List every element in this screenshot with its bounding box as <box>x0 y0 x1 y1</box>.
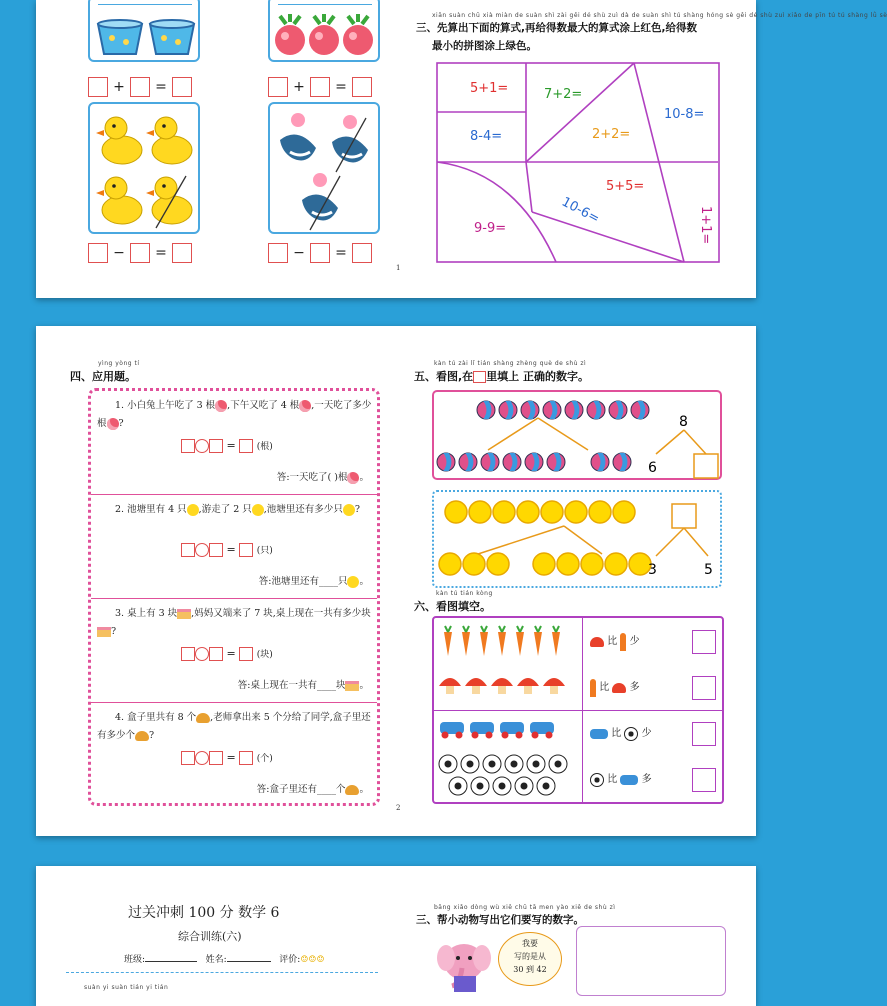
football-patch <box>467 761 474 768</box>
ducks-panel <box>88 102 200 234</box>
compare-word: 比 <box>599 682 610 693</box>
compare-word: 少 <box>641 728 652 739</box>
mushroom <box>491 678 513 686</box>
car-wheel <box>502 732 509 739</box>
answer-box[interactable] <box>239 543 253 557</box>
puzzle-expr: 5+1= <box>470 81 509 96</box>
bowls-panel <box>88 0 200 62</box>
car-icon <box>620 775 638 785</box>
lemons-panel <box>432 490 722 588</box>
equals-sign: = <box>335 244 347 261</box>
problem-text-part: ? <box>118 418 124 429</box>
mushroom-stem <box>524 686 532 694</box>
answer-box[interactable] <box>692 768 716 792</box>
problem-text-part: 3. 桌上有 3 块 <box>115 608 178 619</box>
problem-text-part: 子里还有多少个 <box>97 712 371 741</box>
puzzle-expr: 8-4= <box>470 129 503 144</box>
radish-icon <box>299 400 311 412</box>
number-label: 5 <box>704 562 713 578</box>
football-patch <box>455 783 462 790</box>
problem-text-part: 了多少根 <box>97 400 372 429</box>
lemon <box>613 501 635 523</box>
mushroom <box>517 678 539 686</box>
q5-pinyin: kàn tú zài lǐ tián shàng zhèng què de shù zì <box>434 360 587 367</box>
equals-sign: = <box>226 543 236 556</box>
mushroom <box>465 678 487 686</box>
problem-text-part: ,池塘里还有多少 <box>263 504 334 515</box>
page-number: 1 <box>396 264 401 272</box>
lemon <box>493 501 515 523</box>
football-patch <box>477 783 484 790</box>
mushroom-stem <box>472 686 480 694</box>
radish-panel <box>268 0 380 62</box>
answer-box[interactable] <box>239 647 253 661</box>
book-header: 过关冲刺 100 分 数学 6 <box>128 905 280 921</box>
q4-title: 四、应用题。 <box>70 370 136 383</box>
cake-icon <box>177 609 191 619</box>
bun-icon <box>135 731 149 741</box>
speech-text: 写的是从 <box>514 952 546 961</box>
compare-pictures <box>434 618 582 802</box>
answer-box[interactable] <box>352 243 372 263</box>
word-problem <box>91 495 377 599</box>
football-patch <box>499 783 506 790</box>
answer-box[interactable] <box>209 543 223 557</box>
word-problem <box>91 703 377 807</box>
word-problem <box>91 599 377 703</box>
mushroom-icon <box>612 683 626 693</box>
mushroom <box>543 678 565 686</box>
worksheet-page-1 <box>36 0 887 298</box>
problem-text-part: ? <box>354 504 360 515</box>
lemon <box>469 501 491 523</box>
problem-text-part: ,游走了 2 只 <box>198 504 252 515</box>
answer-box[interactable] <box>181 439 195 453</box>
lemon <box>445 501 467 523</box>
carrot-leaf <box>535 626 541 632</box>
unit-label: (块) <box>256 650 273 660</box>
equals-sign: = <box>226 751 236 764</box>
answer-box[interactable] <box>88 243 108 263</box>
worksheet-page-2 <box>36 326 756 836</box>
cake-icon <box>345 681 359 691</box>
equals-sign: = <box>335 78 347 95</box>
answer-box[interactable] <box>239 439 253 453</box>
car-wheel <box>456 732 463 739</box>
operator-circle[interactable] <box>195 647 209 661</box>
radish-icon <box>347 472 359 484</box>
answer-box[interactable] <box>672 504 696 528</box>
football-patch <box>521 783 528 790</box>
answer-box[interactable] <box>181 751 195 765</box>
bun-icon <box>196 713 210 723</box>
radish-icon <box>107 418 119 430</box>
answer-end: 。 <box>359 472 369 483</box>
operator-circle[interactable] <box>195 439 209 453</box>
answer-end: 。 <box>359 576 369 587</box>
problem-text-part: ,老师拿出来 5 个分给了同学,盒 <box>210 712 343 723</box>
answer-box[interactable] <box>181 543 195 557</box>
class-label: 班级: <box>124 955 146 965</box>
mushroom <box>439 678 461 686</box>
car-wheel <box>472 732 479 739</box>
number-label: 6 <box>648 460 657 476</box>
car-wheel <box>546 732 553 739</box>
radish-image <box>272 14 380 60</box>
box-symbol <box>473 371 486 383</box>
lemon <box>517 501 539 523</box>
carrot <box>462 632 470 656</box>
answer-end: 。 <box>359 680 369 691</box>
class-field[interactable] <box>145 961 197 962</box>
answer-box[interactable] <box>239 751 253 765</box>
football-patch <box>489 761 496 768</box>
answer-box[interactable] <box>692 630 716 654</box>
football-patch <box>445 761 452 768</box>
speech-text: 30 到 42 <box>513 965 547 974</box>
football-patch <box>533 761 540 768</box>
answer-area[interactable] <box>576 926 726 996</box>
equals-sign: = <box>226 439 236 452</box>
number-label: 8 <box>679 414 688 430</box>
carrot <box>480 632 488 656</box>
problem-text-part: ,下午又吃了 4 根 <box>227 400 300 411</box>
problem-text-part: ,一天吃 <box>311 400 343 411</box>
name-field[interactable] <box>227 961 271 962</box>
lemon <box>541 501 563 523</box>
lemon <box>565 501 587 523</box>
mushroom-icon <box>590 637 604 647</box>
carrot <box>552 632 560 656</box>
carrot-leaf <box>445 626 451 632</box>
equals-sign: = <box>155 244 167 261</box>
mushroom-stem <box>446 686 454 694</box>
word-problem <box>91 391 377 495</box>
answer-box[interactable] <box>130 77 150 97</box>
question-pinyin: xiān suàn chū xià miàn de suàn shì zài gěi dé shù zuì dà de suàn shì tú shàng hóng sè gěi dé shù zuì xiǎo de pīn tú tú shàng lǜ sè <box>432 12 887 19</box>
lemon <box>557 553 579 575</box>
problem-text-part: 只 <box>333 504 343 515</box>
carrot <box>534 632 542 656</box>
name-label: 姓名: <box>205 955 227 965</box>
car-wheel <box>442 732 449 739</box>
plus-sign: + <box>113 78 125 95</box>
question-title: 三、先算出下面的算式,再给得数最大的算式涂上红色,给得数 <box>416 22 697 34</box>
football-patch <box>543 783 550 790</box>
problem-text <box>97 709 373 745</box>
equation-row <box>181 647 273 661</box>
answer-line <box>277 469 369 484</box>
answer-box[interactable] <box>692 722 716 746</box>
duck-icon <box>343 504 355 516</box>
unit-label: (个) <box>256 754 273 764</box>
answer-box[interactable] <box>181 647 195 661</box>
smiley-icons[interactable]: ☺☺☺ <box>300 955 325 965</box>
answer-box[interactable] <box>692 676 716 700</box>
speech-bubble <box>498 932 562 986</box>
carrot-icon <box>590 679 596 697</box>
equals-sign: = <box>155 78 167 95</box>
answer-text: 答:池塘里还有____只 <box>258 576 348 587</box>
equation-row <box>181 439 273 453</box>
page-number: 2 <box>396 804 401 812</box>
divider <box>66 972 378 973</box>
radish-equation <box>268 76 388 97</box>
puzzle-expr: 1+1= <box>698 206 713 245</box>
unit-label: (只) <box>256 546 273 556</box>
answer-text: 答:桌上现在一共有____块 <box>237 680 346 691</box>
answer-box[interactable] <box>209 439 223 453</box>
number-label: 3 <box>648 562 657 578</box>
radish-icon <box>215 400 227 412</box>
dolphins-equation <box>268 242 388 263</box>
problem-text-part: 1. 小白兔上午吃了 3 根 <box>115 400 216 411</box>
equals-sign: = <box>226 647 236 660</box>
unit-label: (根) <box>256 442 273 452</box>
problem-text-part: ,妈妈又端来了 7 块,桌上现在一共有 <box>191 608 343 619</box>
q6-title: 六、看图填空。 <box>414 600 491 613</box>
car-wheel <box>532 732 539 739</box>
problem-text <box>97 501 373 519</box>
answer-box[interactable] <box>352 77 372 97</box>
dolphins-image <box>274 108 378 232</box>
question-title-cont: 最小的拼图涂上绿色。 <box>432 40 537 52</box>
problem-text-part: 多少块 <box>342 608 371 619</box>
balls-panel <box>432 390 722 480</box>
duck-icon <box>252 504 264 516</box>
puzzle-expr: 9-9= <box>474 221 507 236</box>
cake-icon <box>97 627 111 637</box>
compare-row <box>590 766 720 794</box>
word-problems-panel <box>88 388 380 806</box>
puzzle-expr: 10-8= <box>664 107 705 122</box>
compare-panel <box>432 616 724 804</box>
puzzle-diagram[interactable] <box>436 62 720 264</box>
answer-line <box>257 781 369 795</box>
car-icon <box>590 729 608 739</box>
problem-text-part: 2. 池塘里有 4 只 <box>115 504 187 515</box>
equation-row <box>181 543 273 557</box>
compare-row <box>590 674 720 702</box>
q5-title <box>414 368 589 384</box>
answer-text: 答:一天吃了( )根 <box>276 472 348 483</box>
worksheet-page-3 <box>36 866 756 1006</box>
puzzle-expr: 10-6= <box>559 194 602 227</box>
answer-end: 。 <box>359 784 369 795</box>
carrot-leaf <box>463 626 469 632</box>
minus-sign: − <box>293 244 305 261</box>
answer-line <box>259 573 369 588</box>
balls-diagram <box>434 392 724 482</box>
answer-box[interactable] <box>172 77 192 97</box>
compare-word: 多 <box>641 774 652 785</box>
puzzle-expr: 7+2= <box>544 87 583 102</box>
minus-sign: − <box>113 244 125 261</box>
bun-icon <box>345 785 359 795</box>
answer-box[interactable] <box>694 454 718 478</box>
bowls-equation <box>88 76 208 97</box>
compare-word: 比 <box>607 774 618 785</box>
puzzle-expr: 2+2= <box>592 127 631 142</box>
carrot-leaf <box>481 626 487 632</box>
carrot <box>498 632 506 656</box>
answer-box[interactable] <box>268 77 288 97</box>
left-pinyin: suàn yi suàn tián yi tián <box>84 984 169 991</box>
answer-box[interactable] <box>130 243 150 263</box>
carrot-leaf <box>517 626 523 632</box>
problem-text-part: ? <box>111 626 117 637</box>
lemon <box>439 553 461 575</box>
operator-circle[interactable] <box>195 543 209 557</box>
plus-sign: + <box>293 78 305 95</box>
compare-word: 多 <box>629 682 640 693</box>
bowls-image <box>94 18 198 58</box>
car-wheel <box>516 732 523 739</box>
compare-word: 少 <box>629 636 640 647</box>
lemons-diagram <box>434 492 724 590</box>
ducks-equation <box>88 242 208 263</box>
answer-box[interactable] <box>268 243 288 263</box>
football-patch <box>555 761 562 768</box>
answer-box[interactable] <box>310 243 330 263</box>
lemon <box>589 501 611 523</box>
answer-box[interactable] <box>88 77 108 97</box>
car-wheel <box>486 732 493 739</box>
football-icon <box>590 773 604 787</box>
problem-text-part: ? <box>149 730 155 741</box>
problem-text-part: 4. 盒子里共有 8 个 <box>115 712 197 723</box>
answer-text: 答:盒子里还有____个 <box>256 784 346 795</box>
carrot-leaf <box>499 626 505 632</box>
q6-pinyin: kàn tú tián kòng <box>436 590 493 597</box>
q3-pinyin: bāng xiǎo dòng wù xiě chū tā men yào xiě de shù zì <box>434 904 616 911</box>
answer-box[interactable] <box>172 243 192 263</box>
problem-text <box>97 605 373 641</box>
elephant-icon <box>432 932 496 992</box>
eval-label: 评价: <box>279 955 301 965</box>
lemon <box>581 553 603 575</box>
answer-box[interactable] <box>209 647 223 661</box>
info-line <box>124 952 325 965</box>
compare-row <box>590 720 720 748</box>
football-icon <box>624 727 638 741</box>
problem-text <box>97 397 373 433</box>
football-patch <box>511 761 518 768</box>
mushroom-stem <box>498 686 506 694</box>
answer-box[interactable] <box>209 751 223 765</box>
q5-title-part: 里填上 正确的数字。 <box>486 370 590 383</box>
q3-title: 三、帮小动物写出它们要写的数字。 <box>416 914 584 926</box>
compare-word: 比 <box>607 636 618 647</box>
compare-row <box>590 628 720 656</box>
answer-box[interactable] <box>310 77 330 97</box>
mushroom-stem <box>550 686 558 694</box>
ducks-image <box>94 108 198 232</box>
lemon <box>533 553 555 575</box>
compare-word: 比 <box>611 728 622 739</box>
q5-title-part: 五、看图,在 <box>414 370 474 383</box>
operator-circle[interactable] <box>195 751 209 765</box>
carrot <box>516 632 524 656</box>
carrot-leaf <box>553 626 559 632</box>
duck-icon <box>187 504 199 516</box>
answer-line <box>238 677 369 691</box>
equation-row <box>181 751 273 765</box>
lemon <box>487 553 509 575</box>
puzzle-expr: 5+5= <box>606 179 645 194</box>
dolphins-panel <box>268 102 380 234</box>
carrot-icon <box>620 633 626 651</box>
sub-header: 综合训练(六) <box>178 930 242 943</box>
lemon <box>463 553 485 575</box>
duck-icon <box>347 576 359 588</box>
q4-pinyin: yìng yòng tí <box>98 360 140 367</box>
carrot <box>444 632 452 656</box>
speech-text: 我要 <box>522 939 538 948</box>
lemon <box>605 553 627 575</box>
